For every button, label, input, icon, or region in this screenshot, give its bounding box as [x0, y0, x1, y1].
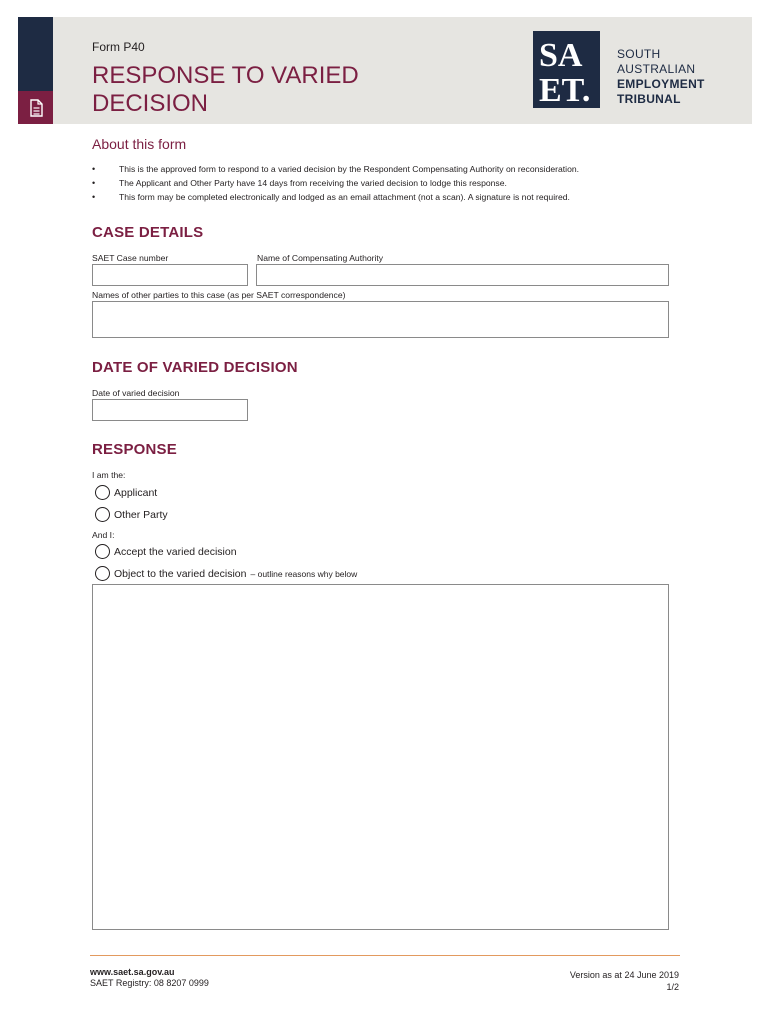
- logo-line-1: SOUTH: [617, 47, 661, 61]
- object-radio[interactable]: [95, 566, 110, 581]
- about-title: About this form: [92, 136, 187, 152]
- footer-contact: [90, 967, 209, 989]
- applicant-option[interactable]: [95, 485, 157, 500]
- footer-rule: [90, 955, 680, 956]
- about-bullet: • This form may be completed electronically and lodged as an email attachment (not a scan). A signature is not required.: [92, 190, 579, 204]
- side-strip: [18, 17, 53, 91]
- authority-label: Name of Compensating Authority: [257, 253, 384, 263]
- applicant-label: Applicant: [114, 486, 158, 499]
- document-tab: [18, 91, 53, 124]
- about-bullet: • The Applicant and Other Party have 14 days from receiving the varied decision to lodge this response.: [92, 176, 579, 190]
- date-label: Date of varied decision: [92, 388, 180, 398]
- saet-logo: [533, 31, 600, 108]
- footer-registry: SAET Registry: 08 8207 0999: [90, 978, 209, 988]
- date-section-title: DATE OF VARIED DECISION: [92, 359, 298, 376]
- object-option[interactable]: [95, 566, 357, 581]
- logo-line-2: AUSTRALIAN: [617, 62, 696, 76]
- accept-label: Accept the varied decision: [114, 545, 237, 558]
- page-title: RESPONSE TO VARIED DECISION: [92, 62, 359, 117]
- case-number-label: SAET Case number: [92, 253, 169, 263]
- reasons-field[interactable]: [92, 584, 669, 930]
- saet-logo-wordmark: [617, 47, 705, 107]
- case-number-field[interactable]: [92, 264, 248, 286]
- response-title: RESPONSE: [92, 441, 177, 458]
- other-parties-field[interactable]: [92, 301, 669, 338]
- about-bullets: [92, 162, 579, 204]
- footer-meta: [570, 969, 679, 993]
- object-label: Object to the varied decision: [114, 567, 247, 580]
- applicant-radio[interactable]: [95, 485, 110, 500]
- form-number: Form P40: [92, 40, 145, 54]
- authority-field[interactable]: [256, 264, 669, 286]
- other-party-radio[interactable]: [95, 507, 110, 522]
- footer-version: Version as at 24 June 2019: [569, 970, 679, 980]
- object-hint: – outline reasons why below: [250, 568, 358, 579]
- logo-line-3: EMPLOYMENT: [617, 77, 705, 91]
- other-parties-label: Names of other parties to this case (as per SAET correspondence): [92, 290, 346, 300]
- accept-option[interactable]: [95, 544, 237, 559]
- footer-page-number: 1/2: [666, 982, 679, 992]
- saet-logo-mark: [533, 31, 600, 108]
- document-icon: [28, 99, 44, 117]
- other-party-option[interactable]: [95, 507, 168, 522]
- accept-radio[interactable]: [95, 544, 110, 559]
- case-details-title: CASE DETAILS: [92, 224, 204, 241]
- footer-website[interactable]: www.saet.sa.gov.au: [90, 967, 175, 977]
- other-party-label: Other Party: [114, 508, 168, 521]
- and-i-label: And I:: [92, 530, 115, 540]
- svg-text:SA: SA: [539, 37, 583, 74]
- date-field[interactable]: [92, 399, 248, 421]
- about-bullet: • This is the approved form to respond to a varied decision by the Respondent Compensating Authority on reconsideration.: [92, 162, 579, 176]
- svg-text:ET.: ET.: [539, 72, 591, 108]
- logo-line-4: TRIBUNAL: [617, 92, 681, 106]
- i-am-label: I am the:: [92, 470, 126, 480]
